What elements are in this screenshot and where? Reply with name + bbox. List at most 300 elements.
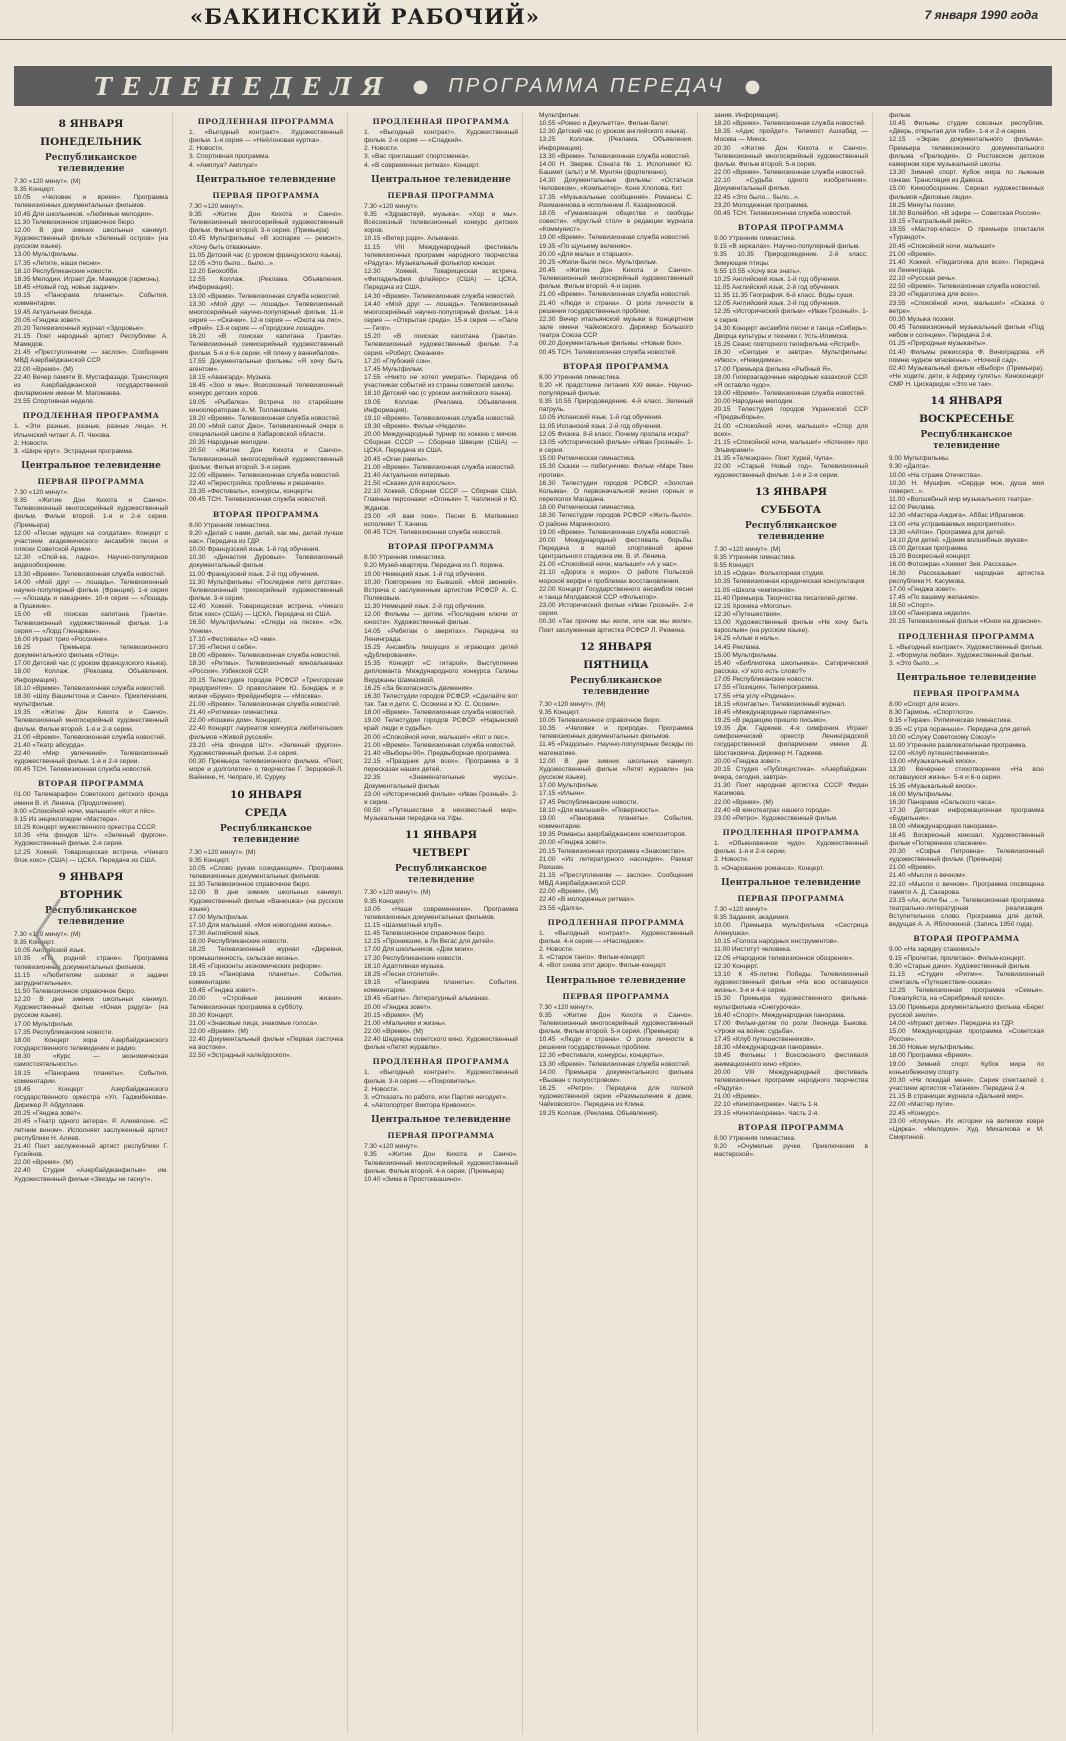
schedule-entry: 10.00 Французский язык. 1-й год обучения.	[189, 546, 320, 554]
schedule-entry: 9.35 Утренняя гимнастика.	[714, 553, 796, 561]
schedule-entry: 22.35 «Знаменательные муссы». Документальный фильм.	[364, 774, 518, 790]
schedule-entry: 20.00 «Спокойной ночи, малыши!» «Кот и пес».	[364, 733, 510, 741]
schedule-entry: 8.00 Утренняя гимнастика.	[364, 554, 446, 562]
schedule-entry: 12.30 Детский час (с уроком английского языка).	[539, 128, 688, 136]
channel-heading: Центральное телевидение	[546, 975, 686, 986]
schedule-entry: 00.30 «Так прочим мы жили, или как мы жили». Поет заслуженная артистка РСФСР Л. Рюмина.	[539, 618, 693, 634]
schedule-entry: 19.00 «Время». Телевизионная служба новостей.	[539, 234, 691, 242]
channel-heading: Центральное телевидение	[721, 877, 861, 888]
schedule-entry: 9.55 Концерт.	[714, 562, 755, 570]
program-heading: ПРОДЛЕННАЯ ПРОГРАММА	[898, 631, 1035, 641]
schedule-entry: 7.30 «120 минут». (М)	[14, 178, 81, 185]
schedule-entry: 7.30 «120 минут».	[189, 202, 244, 210]
schedule-entry: 12.25 Хоккей. Товарищеская встреча. «Чикаго блэк хокс» (США) — ЦСКА. Передача из США.	[14, 848, 168, 864]
schedule-entry: 2. Новости.	[714, 856, 749, 864]
schedule-entry: 13.10 К 45-летию Победы. Телевизионный художественный фильм «На всю оставшуюся жизнь». 3-я и 4-я серии.	[714, 970, 868, 995]
schedule-entry: 11.15 «Студия «Ритм»». Телевизионный спектакль «Путешествие-сказка».	[889, 970, 1044, 987]
schedule-entry: 18.05 «Гуманизация общества и свободы совести». «Круглый стол» в редакции журнала «Коммунист».	[539, 209, 693, 234]
schedule-entry: 20.25 «Жили-были пес». Мультфильм.	[539, 258, 658, 266]
schedule-entry: 12.00 «Клуб путешественников».	[889, 750, 991, 757]
schedule-entry: 21.00 «Знаковые лица, знакомые голоса».	[189, 1019, 319, 1027]
schedule-entry: 13.30 Вечернее стихотворение «На всю оставшуюся жизнь». 5-я и 6-я серии.	[889, 766, 1044, 782]
schedule-entry: 13.30 «Айтон». Программа для детей.	[889, 528, 1006, 536]
schedule-entry: 10.00 «Служу Советскому Союзу!»	[889, 733, 996, 741]
schedule-entry: 22.00 «Время». Телевизионная служба новостей.	[189, 471, 341, 479]
schedule-entry: 20.25 «Гянджа зовет».	[14, 1110, 83, 1118]
schedule-entry: 14.30 Концерт ансамбля песни и танца «Сибирь». Дворца культуры и техники г. Усть-Илимска.	[714, 324, 868, 340]
schedule-entry: 20.15 Телестудия городов РСФСР «Трехгорская предприятия». О православие Ю. Бондарь и о жизни «Бруно» Фрейденберге — «Москва».	[189, 676, 343, 700]
schedule-entry: 2. «Формула любви». Художественный фильм.	[889, 651, 1034, 659]
schedule-entry: 12.20 Биохобби.	[189, 268, 239, 276]
schedule-entry: 23.00 «Ретро». Художественный фильм.	[714, 814, 838, 822]
schedule-entry: 22.30 Вечер итальянской музыки в Концертном зале имени Чайковского. Дирижер Большого театра Союза ССР.	[539, 315, 693, 340]
schedule-entry: фильм.	[889, 112, 912, 119]
schedule-entry: 19.45 «Баяты». Литературный альманах.	[364, 995, 490, 1003]
schedule-entry: 1. «Выгодный контракт». Художественный фильм. 4-я серия — «Наследник».	[539, 929, 693, 945]
schedule-entry: 16.30 Телестудии городов РСФСР. «Золотая Колыма». О первоначальной жизни горных и переполох Магадана.	[539, 479, 693, 504]
schedule-entry: 21.00 «Время».	[889, 864, 937, 872]
schedule-entry: 13.05 «Исторический фильм» «Иван Грозный». 1-я серия.	[539, 438, 693, 455]
schedule-entry: 16.25 Премьера телевизионного документального фильма «Отец».	[14, 643, 168, 660]
schedule-entry: 4. «Амплуа? Амплуа!»	[189, 161, 258, 169]
schedule-entry: 17.45 «По вашему желанию».	[889, 593, 981, 601]
schedule-entry: 10.35 «По родной стране». Программа телевизионных документальных фильмов.	[14, 955, 168, 971]
schedule-entry: 9.00 «Спокойной ночи, малыши!» «Кот и пёс».	[14, 807, 156, 815]
schedule-entry: 14.00 «Мой друг — лошадь». Телевизионный научно-популярный фильм. (Франция). 1-я серия — «Лошадь и наездник». 10-я серия — «Лошадь в Пушкине».	[14, 578, 168, 611]
schedule-entry: 17.45 Мультфильм.	[364, 365, 424, 373]
schedule-entry: 13.30 «Время». Телевизионная служба новостей.	[539, 1060, 691, 1068]
schedule-entry: 21.40 Поет заслуженный артист республики Г. Гусейнов.	[14, 1142, 168, 1159]
day-heading: 10 ЯНВАРЯ	[229, 788, 303, 801]
day-heading: 11 ЯНВАРЯ	[404, 829, 478, 842]
schedule-entry: 19.25 Коллаж. (Реклама. Объявления).	[539, 1109, 659, 1117]
schedule-entry: 13.00 «Музыкальный киоск».	[889, 758, 978, 766]
program-heading: ПРОДЛЕННАЯ ПРОГРАММА	[372, 1057, 510, 1067]
schedule-entry: 10.05 Испанский язык. 1-й год обучения.	[539, 414, 663, 422]
schedule-entry: 14.05 «Ребятам о зверятах». Передача из Ленинграда.	[364, 627, 518, 643]
schedule-entry: 9.35 10.35 Природоведение. 2-й класс. Зимующие птицы.	[714, 251, 868, 267]
schedule-entry: 21.00 «Время».	[714, 1093, 762, 1101]
schedule-entry: 10.05 Телевизионное справочное бюро.	[539, 717, 662, 724]
schedule-entry: 9.35 Концерт.	[189, 856, 230, 864]
schedule-entry: 17.35 «Летите, наши песни».	[14, 259, 103, 267]
day-heading: ВТОРНИК	[59, 888, 123, 901]
schedule-entry: 23.35 «Фестиваль», конкурсы, концерты.	[189, 488, 314, 496]
schedule-entry: 17.10 Для малышей. «Моя новогодняя жизнь».	[189, 921, 333, 929]
schedule-entry: 20.15 Телестудия городов Украинской ССР «Предвыборье».	[714, 406, 868, 422]
schedule-entry: 17.15 «Ильин».	[539, 790, 586, 798]
schedule-entry: 11.50 Телевизионное справочное бюро.	[14, 987, 136, 995]
schedule-entry: 00.50 «Путешествие в неизвестный мир». Музыкальная передача на Уфы.	[364, 807, 518, 823]
schedule-entry: 12.00 Реклама.	[889, 504, 936, 512]
schedule-entry: 18.50 «Спорт».	[889, 602, 936, 610]
schedule-entry: 10.30 «Династия Дуровых». Телевизионный документальный фильм.	[189, 554, 343, 570]
schedule-entry: 21.15 В страницах журнала «Дальний мир».	[889, 1093, 1025, 1101]
schedule-entry: 9.35 «Здравствуй, музыка». «Хор и мы». Всесоюзный телевизионный конкурс детских хоров.	[364, 210, 518, 235]
schedule-entry: 16.00 Мультфильмы.	[889, 790, 954, 798]
schedule-entry: 10.35 Телевизионная юридическая консультация.	[714, 578, 867, 586]
schedule-entry: 00.45 ТСН. Телевизионная служба новостей.	[14, 766, 153, 774]
schedule-entry: 21.50 «Сказки для взрослых».	[364, 480, 457, 488]
program-heading: ВТОРАЯ ПРОГРАММА	[212, 509, 320, 519]
schedule-entry: 16.40 «Спорт». Международная панорама.	[714, 1011, 846, 1019]
schedule-entry: 22.50 «Эстрадный калейдоскоп».	[189, 1052, 292, 1060]
schedule-entry: 1. «Выгодный контракт». Художественный фильм.	[889, 643, 1044, 651]
channel-heading: Республиканское телевидение	[745, 520, 837, 542]
schedule-entry: 15.20 «В поисках капитана Гранта». Телевизионный художественный фильм. 7-я серия. «Роберт, Океания».	[364, 333, 518, 357]
schedule-entry: 22.40 Концерт лауреатов конкурса любительских фильмов «Живой русский».	[189, 725, 343, 741]
schedule-entry: 17.00 Мультфильм.	[539, 782, 599, 790]
schedule-entry: 20.15 «Время». (М)	[364, 1011, 424, 1019]
schedule-entry: 15.00 Ритмическая гимнастика.	[539, 455, 636, 463]
schedule-entry: 10.00 Премьера мультфильма «Сестрица Аленушка».	[714, 921, 868, 938]
schedule-entry: 15.00 Кинообозрение. Сериал художественных фильмов «Деловые люди».	[889, 185, 1044, 201]
schedule-entry: 9.15 Из энциклопедии «Мастера».	[14, 815, 120, 823]
schedule-entry: 20.00 «Мой сапог Джо». Телевизионный очерк о специальной школе в Хабаровской области.	[189, 423, 343, 439]
schedule-entry: 11.00 Институт человека.	[714, 946, 792, 954]
channel-heading: Республиканское телевидение	[45, 153, 137, 174]
schedule-entry: 11.35 11.35 География. 6-й класс. Воды суши.	[714, 292, 855, 300]
schedule-entry: 00.20 Документальные фильмы: «Новые бои».	[539, 340, 684, 348]
schedule-entry: 18.00 Гиперзагадочные народные казахской ССР. «Я оставлю чудо».	[714, 373, 868, 389]
schedule-entry: 9.20 Музей-квартира. Передача из П. Корина.	[364, 562, 505, 570]
schedule-entry: 10.40 «Зима в Простоквашино».	[364, 1175, 463, 1183]
schedule-entry: 10.30 Повторение по Бывшей. «Мой звонкий». Встреча с заслуженным артистом РСФСР А. С. Поляковым.	[364, 578, 518, 602]
schedule-entry: 12.00 В дни зимних школьных каникул. Художественный фильм «Летят журавли» (на русском языке).	[539, 757, 693, 782]
schedule-entry: 19.25 «В редакцию пришло письмо».	[714, 717, 828, 724]
schedule-entry: 23.15 «Ах, если бы ...». Телевизионная программа театрально-литературная реализация. Вступительное слово. Программа для детей, ведущая А. А. Яблочкиной. (Запись 1950 года).	[889, 896, 1044, 929]
chevron-left-icon[interactable]	[30, 895, 66, 975]
day-heading: СУББОТА	[760, 503, 822, 516]
schedule-entry: 12.25 Телевизионная программа «Семья». Пожалуйста, на «Серебряный киоск».	[889, 987, 1044, 1003]
schedule-entry: 20.15 Телевизионный фильм «Юное на драконе».	[889, 618, 1043, 626]
schedule-entry: 2. Новости.	[14, 439, 49, 447]
schedule-entry: 18.30 Волейбол. «В эфире — Советская Россия».	[889, 209, 1042, 217]
schedule-entry: 19.00 «Панорама недели».	[889, 610, 972, 618]
program-heading: ПРОДЛЕННАЯ ПРОГРАММА	[22, 411, 160, 421]
schedule-entry: 9.35 Концерт.	[364, 897, 405, 905]
schedule-entry: 15.00 Международная программа «Советская Россия».	[889, 1028, 1044, 1044]
schedule-entry: 16.30 Панорама «Сельского часа».	[889, 798, 997, 806]
schedule-entry: 17.00 «Гянджа зовет».	[889, 585, 958, 593]
schedule-entry: 2. Новости.	[189, 145, 224, 153]
banner-subtitle: ПРОГРАММА ПЕРЕДАЧ	[448, 74, 725, 97]
schedule-entry: 7.30 «120 минут». (М)	[539, 700, 606, 708]
schedule-entry: 11.05 Детский час (с уроком французского языка).	[189, 251, 343, 259]
schedule-entry: 21.00 «Время». Телевизионная служба новостей.	[364, 741, 516, 749]
schedule-entry: 22.40 «В кинотеатрах нашего города».	[714, 806, 832, 814]
schedule-entry: 21.00 «Мальчики и жизнь».	[364, 1019, 447, 1027]
schedule-entry: 18.10 Адаптивная музыка.	[364, 962, 445, 970]
schedule-entry: 11.45 Телевизионное справочное бюро.	[364, 930, 486, 938]
schedule-entry: 19.05 Коллаж. (Реклама. Объявления. Информация).	[364, 398, 518, 414]
schedule-entry: 1. «Обыкновенное чудо». Художественный фильм. 1-я и 2-я серии.	[714, 840, 868, 856]
schedule-entry: 17.55 «На углу «Родина»».	[714, 692, 797, 700]
schedule-entry: 10.15 «Ветер рзди». Альманах.	[364, 235, 460, 243]
schedule-entry: 13.30 «Мой друг — лошадь». Телевизионный многосерийный научно-популярный фильм. 11-я серия — «Скачки». 12-я серия — «Охота на лис», «Фрей». 13-я серия — «Городские лошади».	[189, 300, 343, 333]
schedule-entry: 18.25 Телевизионный журнал «Деревня, промышленность, сельская жизнь».	[189, 946, 343, 962]
schedule-entry: 10.05 «Наши современники». Программа телевизионных документальных фильмов.	[364, 905, 518, 921]
channel-heading: Республиканское телевидение	[220, 823, 312, 845]
channel-heading: Центральное телевидение	[21, 461, 161, 471]
schedule-entry: 22.10 «Судьба одного изобретения». Документальный фильм.	[714, 177, 868, 193]
program-heading: ВТОРАЯ ПРОГРАММА	[387, 542, 495, 552]
schedule-entry: 22.40 Документальный фильм «Первая ласточка на востоке».	[189, 1036, 343, 1052]
schedule-entry: 20.30 «Житие Дон Кихота и Санчо». Телевизионный многосерийный художественный фильм. Фильм второй. 5-я серия.	[714, 144, 868, 168]
schedule-entry: 15.40 «Библиотека школьника». Сатирический рассказ. «У кого есть слово?»	[714, 659, 868, 676]
schedule-entry: 11.30 Телевизионное справочное бюро.	[189, 881, 311, 889]
schedule-entry: 19.15 «Панорама планеты». События, комментарии.	[364, 979, 518, 995]
issue-date: 7 января 1990 года	[924, 8, 1038, 22]
schedule-entry: 9.15 «Пролетая, пролетаю». Фильм-концерт.	[889, 954, 1026, 962]
program-heading: ВТОРАЯ ПРОГРАММА	[37, 779, 145, 789]
schedule-entry: 11.05 «Школа чемпионов».	[714, 586, 797, 594]
schedule-entry: 9.30 «Далга».	[889, 463, 931, 471]
schedule-entry: 12.15 Хроника «Моголы».	[714, 602, 793, 610]
schedule-entry: 13.30 Зимний спорт. Кубок мира по лыжным гонкам. Трансляция из Давоса.	[889, 169, 1044, 185]
schedule-entry: 17.00 Премьера фильма «Рыбный Я».	[714, 365, 833, 373]
schedule-entry: 19.35 «Житие Дон Кихота и Санчо». Телевизионный многосерийный художественный фильм. Фильм второй. 1-я и 2-я серии.	[14, 709, 168, 733]
schedule-entry: 14.40 «Мой друг — лошадь». Телевизионный многосерийный научно-популярный фильм. 14-я серия — «Открытая среда». 15-я серия — «Пале — Гепп».	[364, 300, 518, 333]
schedule-entry: 00.30 Музыка поэзии.	[889, 315, 956, 323]
program-heading: ПРОДЛЕННАЯ ПРОГРАММА	[547, 917, 685, 927]
schedule-entry: 12.35 «Исторический фильм» «Иван Грозный». 1-я серия.	[714, 308, 868, 324]
schedule-entry: 00.30 Премьера телевизионного фильма. «Поет, море и долголетие» о творчестве Г. Зерцовой-Л. Вайнене, Н. Чепраге, И. Суруку.	[189, 758, 343, 782]
schedule-entry: 3. «Очарование романса». Концерт.	[714, 864, 825, 872]
program-heading: ПЕРВАЯ ПРОГРАММА	[212, 190, 320, 200]
schedule-entry: 18.45 Воскресный кинозал. Художественный фильм «Потерянное спасение».	[889, 831, 1044, 847]
program-heading: ПЕРВАЯ ПРОГРАММА	[387, 190, 495, 200]
program-heading: ПЕРВАЯ ПРОГРАММА	[912, 689, 1020, 699]
schedule-entry: 12.20 В дни зимних школьных каникул. Художественный фильм «Юная радуга» (на русском языке).	[14, 996, 168, 1020]
schedule-entry: 21.10 «Дорога к морю». О работе Польской морской верфи и проблемах восстановления.	[539, 569, 693, 585]
schedule-entry: 15.00 Детская программа.	[889, 545, 969, 553]
channel-heading: Республиканское телевидение	[920, 430, 1013, 452]
schedule-entry: 12.30 «Фестивали, конкурсы, концерты».	[539, 1052, 665, 1060]
schedule-entry: 14.00 Премьера документального фильма «Вызван с полуостровом».	[539, 1068, 693, 1084]
schedule-entry: 22.40 «Перестройка: проблемы и решения».	[189, 480, 326, 488]
schedule-entry: 7.30 «120 минут».	[364, 1143, 419, 1151]
schedule-entry: 18.00 Ритмическая гимнастика.	[539, 504, 636, 512]
schedule-entry: 17.30 Английский язык.	[189, 930, 261, 938]
schedule-entry: 20.00 VIII Международный фестиваль телевизионных программ народного творчества «Радуга».	[714, 1068, 868, 1093]
schedule-entry: 19.05 «Рыбалка». Встреча по старейшим кинооператорам А. М. Толлановым.	[189, 398, 343, 414]
channel-heading: Центральное телевидение	[371, 174, 511, 185]
schedule-entry: зания. Информация).	[714, 112, 780, 119]
schedule-entry: 12.05 «Народное телевизионное обозрение».	[714, 954, 855, 962]
schedule-entry: 22.15 «Праздник для всех». Программа в 3 пересказах наших детей.	[364, 758, 518, 774]
program-heading: ПЕРВАЯ ПРОГРАММА	[562, 991, 670, 1001]
schedule-entry: 10.45 Мультфильмы: «В зоопарке — ремонт», «Хочу быть отважным».	[189, 235, 343, 251]
channel-heading: Центральное телевидение	[896, 673, 1037, 684]
schedule-entry: 19.00 «Время». Телевизионная служба новостей.	[539, 528, 691, 536]
schedule-entry: 19.20 «Время». Телевизионная служба новостей.	[189, 414, 341, 422]
schedule-entry: 18.30 «Ритмы». Телевизионный киноальманах «Россия». Узбекской ССР.	[189, 660, 343, 676]
schedule-entry: 16.20 «В поисках капитана Гранта». Телевизионный семисерийный художественный фильм. 5-я и 6-я серии. «В плену у ваннибалов».	[189, 333, 343, 357]
schedule-entry: 10.00 Немецкий язык. 1-й год обучения.	[364, 570, 486, 578]
schedule-entry: 20.00 «Гянджа зовет».	[364, 1003, 433, 1011]
schedule-entry: 16.30 Телестудии городов РСФСР. «Сделайте вот так. Так и дети. С. Осокина и Ю. С. Осокин».	[364, 692, 518, 708]
schedule-column-5	[714, 112, 873, 1734]
schedule-entry: 00.45 ТСН. Телевизионная служба новостей.	[714, 209, 853, 217]
day-heading: 14 ЯНВАРЯ	[930, 395, 1003, 408]
program-heading: ПЕРВАЯ ПРОГРАММА	[387, 1131, 495, 1141]
schedule-entry: 22.10 «Кинопанорама». Часть 1-я.	[714, 1101, 820, 1109]
schedule-entry: 15.00 Мультфильмы.	[714, 651, 779, 659]
schedule-entry: 7.30 «120 минут».	[539, 1003, 594, 1011]
schedule-entry: 23.20 Молодежная программа.	[714, 201, 809, 209]
program-heading: ВТОРАЯ ПРОГРАММА	[737, 223, 845, 233]
schedule-entry: 12.05 «Это было... было...».	[189, 259, 275, 267]
banner-title: ТЕЛЕНЕДЕЛЯ	[94, 71, 393, 101]
schedule-column-4	[539, 112, 698, 1734]
schedule-entry: 4. «В современных ритмах». Концерт.	[364, 161, 480, 169]
schedule-entry: 10.30 Н. Мушфик. «Сердце мое, душа моя поверит...».	[889, 479, 1044, 495]
schedule-entry: 22.40 Студия «Азербайджанфильм» им. Художественный фильм «Звезды не гаснут».	[14, 1167, 168, 1183]
schedule-entry: 01.40 Фильмы режиссера Ф. Виноградова. «Я помню чудное мгновенье». «Ночной сад».	[889, 348, 1044, 364]
schedule-entry: 18.30 «Международная панорама».	[714, 1044, 824, 1052]
schedule-entry: 22.00 «Старый Новый год». Телевизионный художественный фильм. 1-я и 2-я серии.	[714, 463, 868, 479]
schedule-entry: 1. «Эти разные, разные, разные лица». Н. Ильинский читает А. П. Чехова.	[14, 423, 168, 439]
schedule-entry: 17.00 Мультфильм.	[189, 913, 249, 921]
schedule-entry: 16.30 «Сегодня и завтра». Мультфильмы: «Ивос», «Невидимка».	[714, 349, 868, 365]
schedule-entry: 1. «Выгодный контракт». Художественный фильм. 2-я серия — «Сладкий».	[364, 129, 518, 145]
schedule-entry: 18.00 Концерт хора Азербайджанского государственного телевидения и радио.	[14, 1036, 168, 1053]
schedule-entry: 9.20 «Очумелые ручки. Приключения в мастерской».	[714, 1142, 868, 1159]
schedule-entry: 21.00 «Время».	[889, 250, 937, 258]
schedule-entry: 20.45 «Житие Дон Кихота и Санчо». Телевизионный многосерийный художественный фильм. Фильм второй. 4-я серия.	[539, 266, 693, 291]
schedule-entry: 9.20 «Делай с нами, делай, как мы, делай лучше нас». Передача из ГДР.	[189, 529, 343, 545]
schedule-entry: 15.25 Сеанс повторного телефильма «Ястреб».	[714, 341, 861, 349]
schedule-entry: 11.05 Испанский язык. 2-й год обучения.	[539, 422, 663, 430]
schedule-entry: 20.00 Международный фестиваль борьбы. Передача в малой спортивной арене Центрального стадиона им. В. И. Ленина.	[539, 536, 693, 561]
schedule-entry: 11.40 Премьера. Творчества писателей-детям.	[714, 594, 858, 602]
schedule-entry: 20.30 «Не покидай меня». Серия спектаклей с участием артистов «Таганки». Передача 2-я.	[889, 1076, 1044, 1093]
schedule-entry: 20.00 «Гянджа зовет».	[714, 757, 783, 765]
schedule-entry: 9.35 Задания, академия.	[714, 913, 790, 921]
schedule-entry: 15.35 Концерт «С гитарой». Выступление дипломанта Международного конкурса Галины Верджаны Шамазовой.	[364, 660, 518, 684]
schedule-entry: 15.35 «Музыкальный киоск».	[889, 782, 978, 790]
masthead	[0, 0, 1066, 40]
schedule-entry: 17.35 «Музыкальные сообщения». Романсы С. Рахманинова в исполнении Л. Казарновской.	[539, 193, 693, 209]
schedule-entry: 12.55 Коллаж. (Реклама. Объявления. Информация).	[189, 276, 343, 292]
schedule-entry: 3. «Старое танго». Фильм-концерт.	[539, 954, 646, 962]
day-heading: СРЕДА	[244, 806, 288, 819]
schedule-entry: 19.15 «Панорама планеты». События, комментарии.	[14, 292, 168, 308]
schedule-entry: 17.20 «Глубокий сон».	[364, 357, 433, 365]
schedule-entry: 10.25 Английский язык. 1-й год обучения.	[714, 275, 841, 283]
schedule-entry: 19.30 «Время». Фильм «Неделя».	[364, 423, 468, 430]
schedule-entry: 4. «Вот снова этот двор». Фильм-концерт.	[539, 962, 667, 970]
schedule-entry: 20.15 Студия «Публицистика». «Азербайджан: вчера, сегодня, завтра».	[714, 765, 868, 782]
day-heading: 8 ЯНВАРЯ	[58, 118, 124, 130]
schedule-entry: 21.35 «Телеэкран». Поет Хурей, Чупа».	[714, 455, 835, 463]
day-heading: ЧЕТВЕРГ	[412, 847, 470, 860]
schedule-entry: 19.45 «Гянджа зовет».	[189, 987, 258, 995]
schedule-entry: 21.00 «Время». Телевизионная служба новостей.	[539, 291, 691, 299]
channel-heading: Республиканское телевидение	[395, 864, 487, 886]
schedule-entry: 10.00 «На страже Отечества».	[889, 471, 983, 479]
schedule-entry: 7.30 «120 минут».	[714, 905, 769, 913]
channel-heading: Центральное телевидение	[196, 174, 336, 185]
schedule-entry: 12.30 «Спой-ка, ладно». Научно-популярное видеообозрение.	[14, 554, 168, 570]
program-heading: ВТОРАЯ ПРОГРАММА	[737, 1122, 845, 1132]
schedule-entry: 13.00 Художественный фильм «Не хочу быть взрослым» (на русском языке).	[714, 619, 868, 635]
schedule-entry: 18.10 «Время». Телевизионная служба новостей.	[14, 684, 166, 692]
schedule-entry: 18.45 «Новый год, новые задачи».	[14, 284, 120, 292]
schedule-entry: 17.45 «Клуб путешественников».	[714, 1036, 816, 1044]
channel-heading: Центральное телевидение	[371, 1115, 511, 1126]
schedule-entry: 9.35 «Житие Дон Кихота и Санчо». Телевизионный многосерийный художественный фильм. Фильм второй. 1-я и 2-я серии. (Премьера)	[14, 497, 168, 529]
schedule-entry: 23.00 «Клоуны». Их истории на великом ковре «Цирка». «Мелодии». Худ. Михалкова и М. Смиртиной.	[889, 1117, 1044, 1142]
schedule-entry: 19.45 Фильмы I Всесоюзного фестиваля анимационного кино «Крок».	[714, 1052, 868, 1068]
schedule-entry: 8.00 Утренняя гимнастика.	[714, 1134, 796, 1142]
schedule-entry: 20.00 Международный турнир по хоккею с мячом. Сборная СССР — Сборная Швеции (США) — ЦСКА. Передача из США.	[364, 431, 518, 455]
schedule-entry: 12.00 В дни зимних школьных каникул. Художественный фильм «Зеленый остров» (на русском языке).	[14, 226, 168, 251]
schedule-entry: 22.40 «Мир увлечений». Телевизионный художественный фильм. 1-я и 2-я серии.	[14, 750, 168, 766]
schedule-entry: 19.00 Телестудии городов РСФСР. «Нарынский край: люди и судьбы».	[364, 717, 518, 733]
newspaper-title: «БАКИНСКИЙ РАБОЧИЙ»	[190, 4, 540, 29]
schedule-entry: 14.45 Реклама.	[714, 643, 761, 651]
schedule-entry: 20.00 Народные мелодии.	[714, 398, 795, 406]
schedule-entry: 18.20 «Время». Телевизионная служба новостей.	[714, 120, 866, 128]
schedule-entry: 9.00 Мультфильмы.	[889, 455, 950, 463]
schedule-entry: 8.00 Утренняя гимнастика.	[539, 373, 621, 381]
schedule-entry: 3. «Отказать по работе, или Партия негодует».	[364, 1093, 508, 1101]
schedule-entry: 12.30 Концерт.	[714, 962, 759, 970]
schedule-entry: 13.00 «На устраиваемых мероприятиях».	[889, 520, 1017, 528]
schedule-entry: 18.25 «Песни столетий».	[364, 970, 440, 978]
schedule-entry: 21.00 «Спокойной ночи, малыши!» «А у нас».	[539, 561, 679, 569]
schedule-entry: 18.00 Республиканские новости.	[189, 938, 289, 946]
schedule-entry: 7.30 «120 минут».	[14, 489, 69, 496]
schedule-entry: 17.55 «Позиция». Телепрограмма.	[714, 684, 820, 692]
schedule-entry: 8.00 Утренняя гимнастика.	[189, 521, 271, 529]
schedule-entry: 17.55 «Никто не хотел умирать». Передача об участниках событий из страны советской школы.	[364, 374, 518, 390]
schedule-entry: 19.35 Романсы азербайджанских композиторов.	[539, 831, 687, 839]
schedule-entry: 22.40 Вечер памяти В. Мустафазаде. Трансляция из Азербайджанской государственной филармонии имени М. Магомаева.	[14, 373, 168, 398]
schedule-entry: 20.45 «Спокойной ночи, малыши!»	[889, 242, 996, 250]
schedule-entry: 16.00 Фотоэкран «Хикмет Зия. Рассказы».	[889, 561, 1019, 569]
day-heading: ПЯТНИЦА	[583, 658, 649, 671]
schedule-entry: 00.45 ТСН. Телевизионная служба новостей.	[189, 496, 328, 504]
schedule-entry: 10.05 «Человек и время». Программа телевизионных документальных фильмов.	[14, 194, 168, 210]
schedule-entry: 11.30 Немецкий язык. 2-й год обучения.	[364, 603, 486, 611]
section-banner	[14, 66, 1052, 106]
schedule-entry: 20.50 «Житие Дон Кихота и Санчо». Телевизионный многосерийный художественный фильм. Фильм второй. 3-я серия.	[189, 447, 343, 471]
day-heading: 9 ЯНВАРЯ	[58, 870, 124, 883]
schedule-entry: 21.40 Актуальное интервью.	[364, 471, 452, 479]
schedule-entry: 21.40 «Мысли о вечном».	[889, 872, 968, 880]
schedule-entry: 22.10 «Русская речь».	[889, 275, 957, 283]
schedule-entry: 20.35 Народные мелодии.	[189, 439, 270, 447]
schedule-entry: 9.15 «Тираж». Ритмическая гимнастика.	[889, 717, 1013, 725]
schedule-entry: 2. Новости.	[539, 946, 574, 954]
schedule-entry: 17.45 Республиканские новости.	[539, 798, 639, 806]
schedule-entry: 18.45 «Горизонты экономических реформ».	[189, 962, 323, 970]
schedule-entry: 22.45 «Это было... было...».	[714, 193, 800, 201]
schedule-entry: 21.00 «Время». Телевизионная служба новостей.	[189, 701, 341, 708]
schedule-entry: 18.00 «Время». Телевизионная служба новостей.	[364, 709, 516, 717]
schedule-entry: 10.05 «Слово рукам созидающим». Программа телевизионных документальных фильмов.	[189, 864, 343, 881]
schedule-entry: 20.45 «Огни рампы».	[364, 455, 429, 463]
schedule-entry: 18.00 «Международная панорама».	[889, 823, 999, 831]
schedule-entry: 11.00 «Волшебный мир музыкального театра».	[889, 496, 1034, 504]
schedule-entry: 18.10 «Для малышей». «Поверхность».	[539, 806, 661, 814]
schedule-entry: 18.25 Минуты поэзии.	[889, 201, 956, 209]
program-heading: ПРОДЛЕННАЯ ПРОГРАММА	[197, 117, 335, 126]
schedule-entry: 20.05 «Гянджа зовет».	[14, 316, 83, 324]
